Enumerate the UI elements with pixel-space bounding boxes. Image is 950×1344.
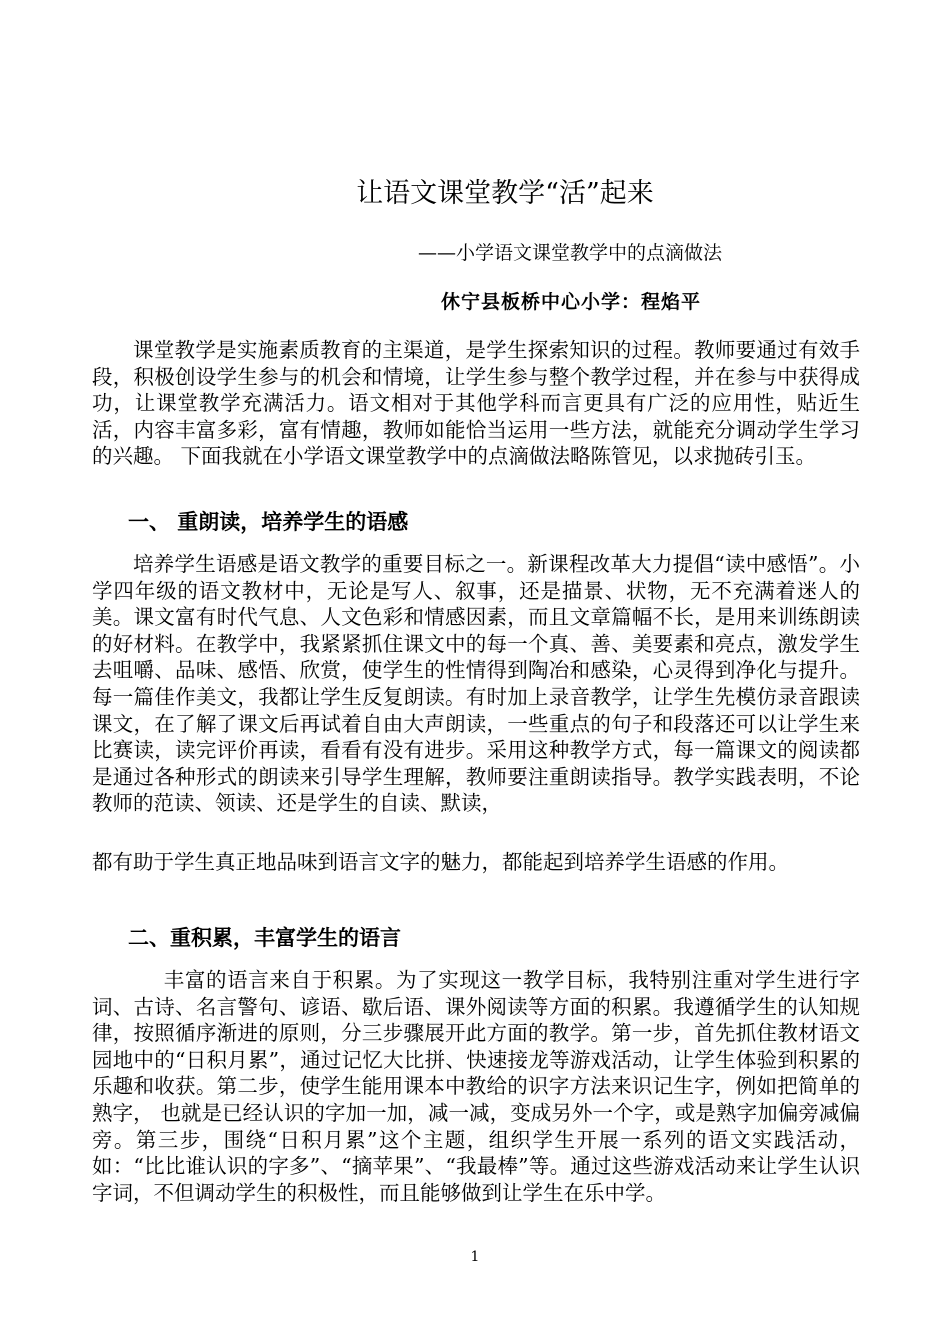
page-number: 1 bbox=[470, 1249, 480, 1265]
section-1-heading: 一、 重朗读，培养学生的语感 bbox=[128, 509, 409, 534]
section-2-heading: 二、重积累，丰富学生的语言 bbox=[128, 925, 401, 950]
intro-paragraph: 课堂教学是实施素质教育的主渠道，是学生探索知识的过程。教师要通过有效手段，积极创设学生参与的机会和情境，让学生参与整个教学过程，并在参与中获得成功，让课堂教学充满活力。语文相对于其他学科而言更具有广泛的应用性，贴近生活，内容丰富多彩，富有情趣，教师如能恰当运用一些方法，就能充分调动学生学习的兴趣。 下面我就在小学语文课堂教学中的点滴做法略陈管见，以求抛砖引玉。 bbox=[92, 338, 860, 469]
document-title: 让语文课堂教学“活”起来 bbox=[356, 178, 654, 209]
section-1-paragraph-2: 都有助于学生真正地品味到语言文字的魅力，都能起到培养学生语感的作用。 bbox=[92, 850, 789, 874]
document-subtitle: ——小学语文课堂教学中的点滴做法 bbox=[418, 242, 723, 264]
section-2-paragraph-1: 丰富的语言来自于积累。为了实现这一教学目标，我特别注重对学生进行字词、古诗、名言警句、谚语、歇后语、课外阅读等方面的积累。我遵循学生的认知规律，按照循序渐进的原则，分三步骤展开此方面的教学。第一步，首先抓住教材语文园地中的“日积月累”，通过记忆大比拼、快速接龙等游戏活动，让学生体验到积累的乐趣和收获。第二步，使学生能用课本中教给的识字方法来识记生字，例如把简单的熟字， 也就是已经认识的字加一加，减一减，变成另外一个字，或是熟字加偏旁减偏旁。第三步，围绕“日积月累”这个主题，组织学生开展一系列的语文实践活动，如：“比比谁认识的字多”、“摘苹果”、“我最棒”等。通过这些游戏活动来让学生认识字词，不但调动学生的积极性，而且能够做到让学生在乐中学。 bbox=[92, 968, 860, 1205]
author-line: 休宁县板桥中心小学：程焰平 bbox=[441, 291, 702, 313]
section-1-paragraph-1: 培养学生语感是语文教学的重要目标之一。新课程改革大力提倡“读中感悟”。小学四年级的语文教材中，无论是写人、叙事，还是描景、状物，无不充满着迷人的美。课文富有时代气息、人文色彩和情感因素，而且文章篇幅不长，是用来训练朗读的好材料。在教学中，我紧紧抓住课文中的每一个真、善、美要素和亮点，激发学生去咀嚼、品味、感悟、欣赏，使学生的性情得到陶冶和感染，心灵得到净化与提升。每一篇佳作美文，我都让学生反复朗读。有时加上录音教学，让学生先模仿录音跟读课文，在了解了课文后再试着自由大声朗读，一些重点的句子和段落还可以让学生来比赛读，读完评价再读，看看有没有进步。采用这种教学方式，每一篇课文的阅读都是通过各种形式的朗读来引导学生理解，教师要注重朗读指导。教学实践表明，不论教师的范读、领读、还是学生的自读、默读， bbox=[92, 552, 860, 816]
